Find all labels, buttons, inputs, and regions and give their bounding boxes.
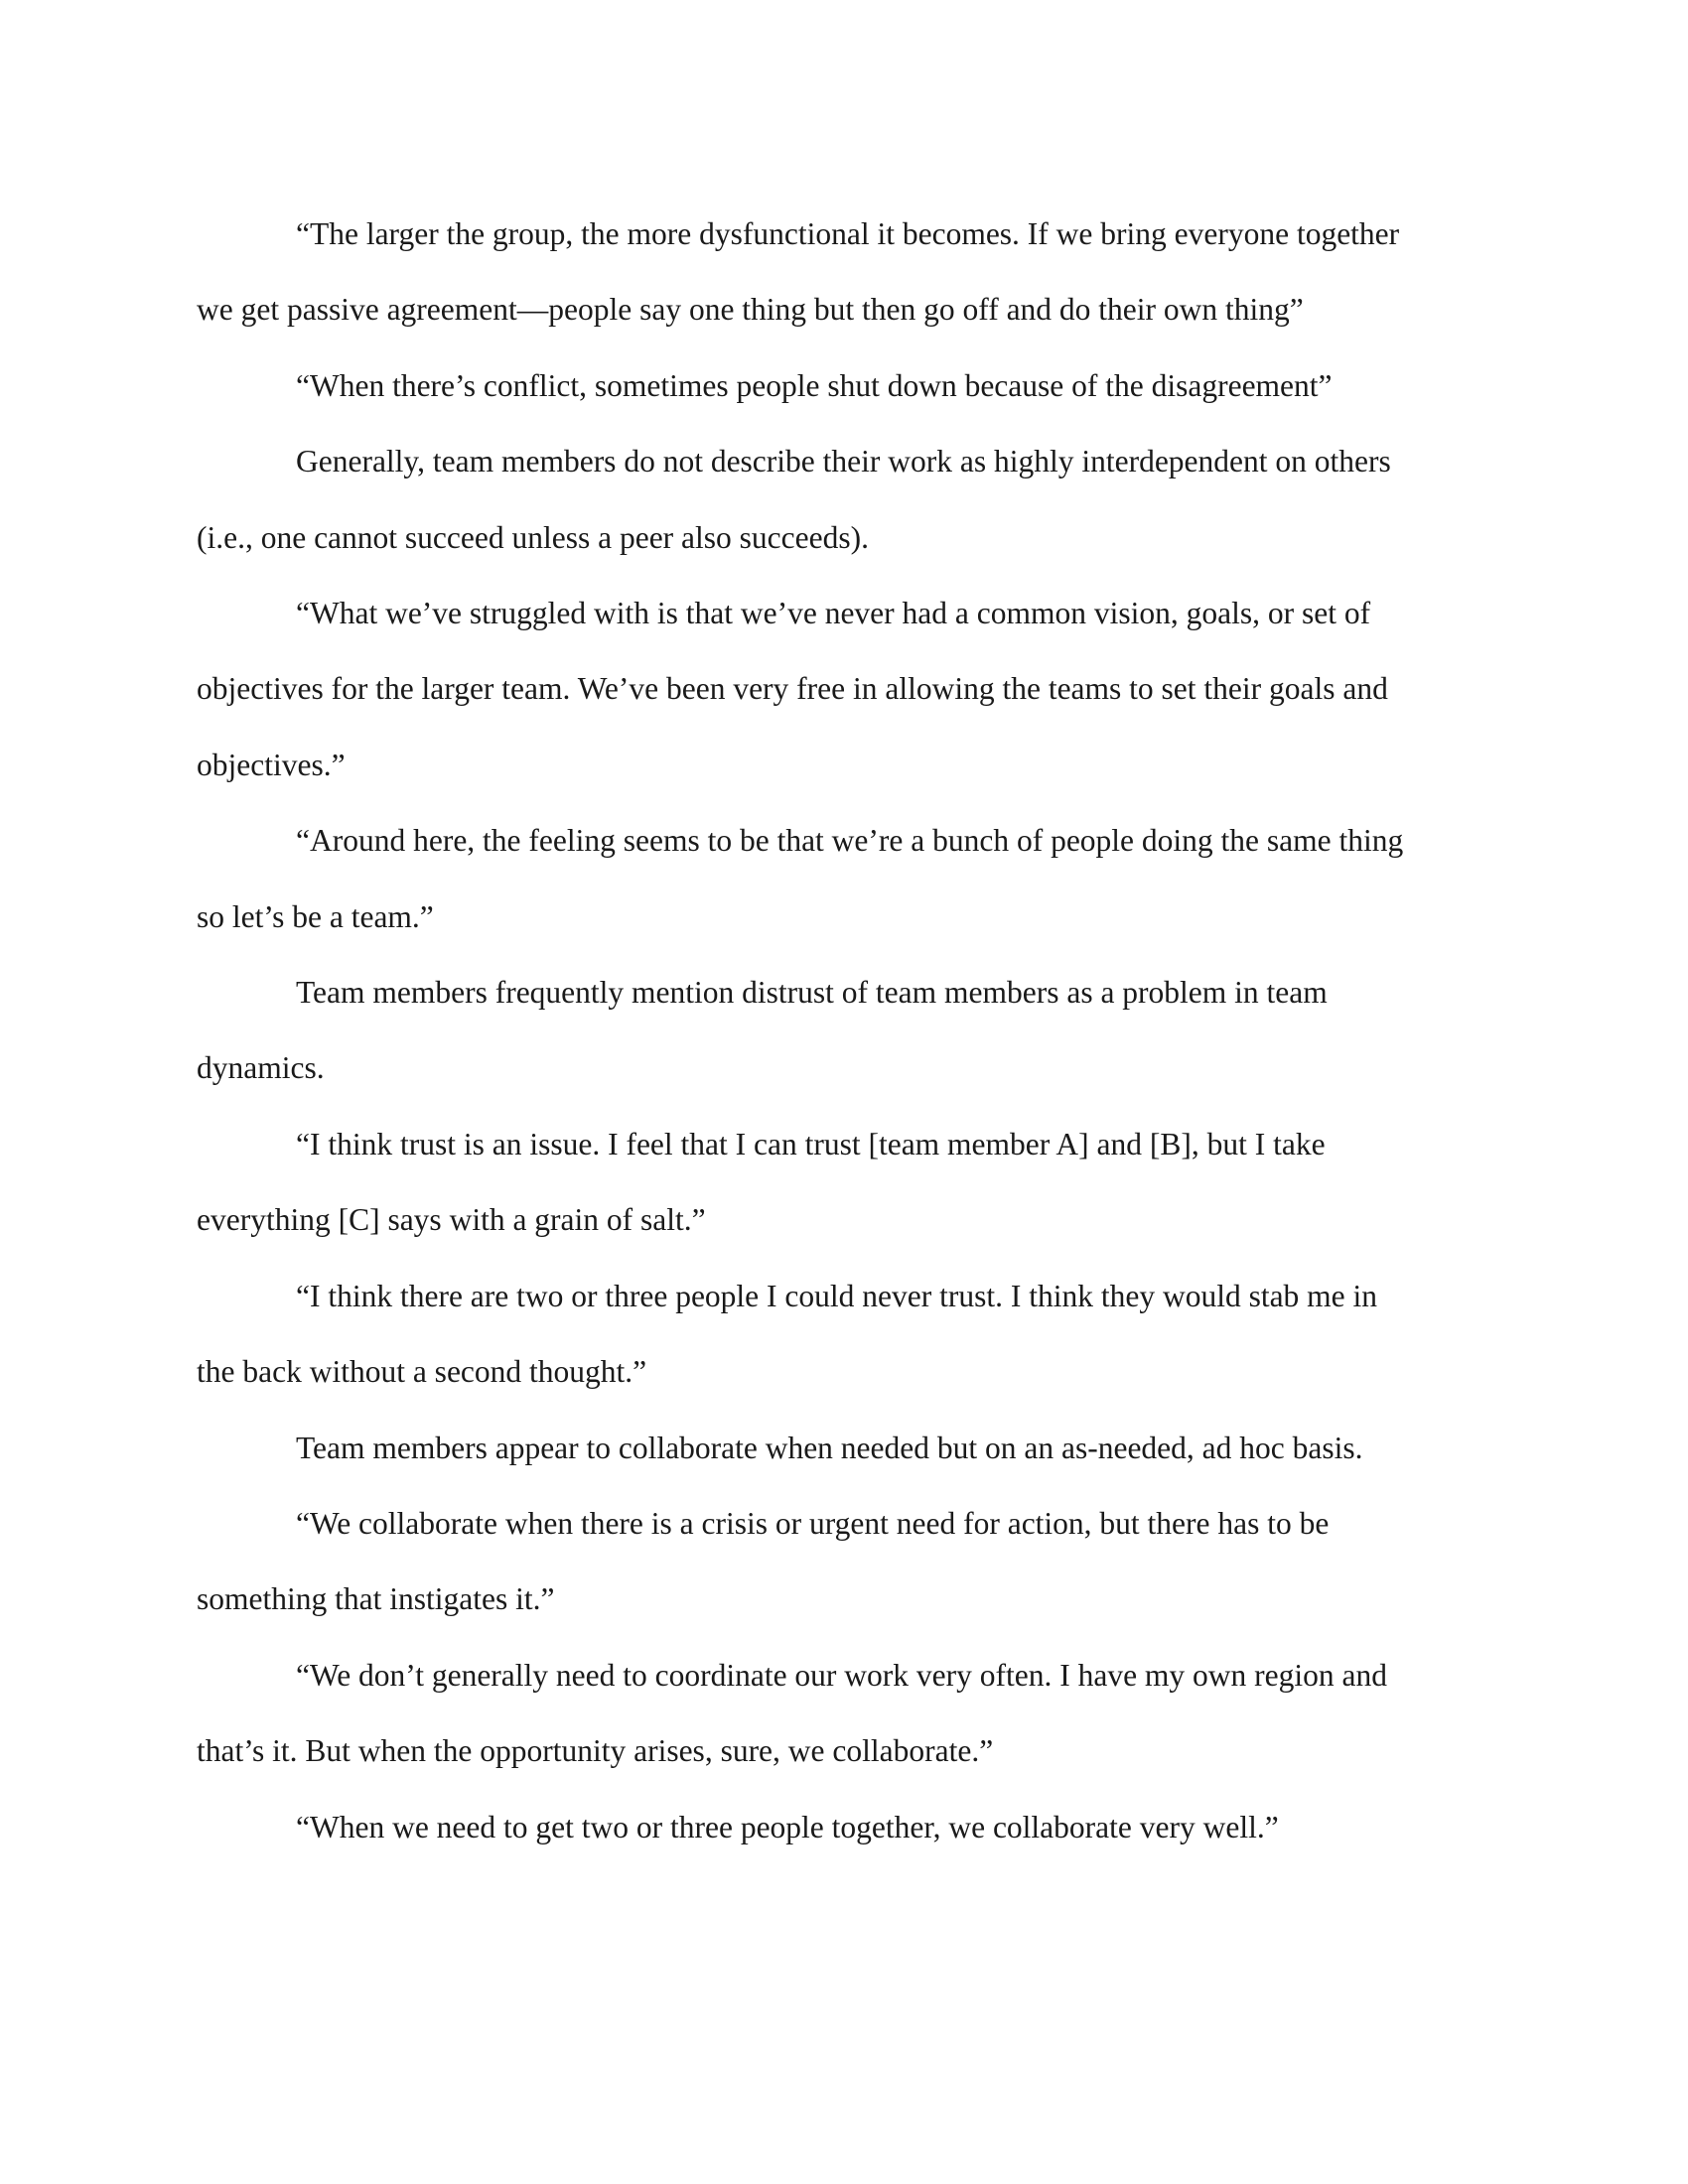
- body-paragraph: [197, 424, 1477, 576]
- text-line: “I think trust is an issue. I feel that I can trust [team member A] and [B], but I take: [296, 1126, 1326, 1161]
- text-line: something that instigates it.”: [197, 1581, 555, 1617]
- quote-paragraph: [197, 576, 1477, 803]
- quote-paragraph: [197, 197, 1477, 348]
- quote-paragraph: [197, 803, 1477, 955]
- text-line: “The larger the group, the more dysfunctional it becomes. If we bring everyone together: [296, 216, 1400, 251]
- quote-paragraph: [197, 1259, 1477, 1411]
- text-line: Team members frequently mention distrust of team members as a problem in team: [296, 975, 1328, 1011]
- text-line: we get passive agreement—people say one thing but then go off and do their own thing”: [197, 292, 1304, 328]
- quote-paragraph: [197, 348, 1477, 424]
- quote-paragraph: [197, 1486, 1477, 1638]
- text-line: “What we’ve struggled with is that we’ve never had a common vision, goals, or set of: [296, 596, 1371, 631]
- text-line: “We collaborate when there is a crisis or urgent need for action, but there has to be: [296, 1505, 1330, 1541]
- text-line: objectives for the larger team. We’ve been very free in allowing the teams to set their goals and: [197, 671, 1388, 707]
- quote-paragraph: [197, 1107, 1477, 1259]
- text-line: Generally, team members do not describe their work as highly interdependent on others: [296, 444, 1391, 479]
- quote-paragraph: [197, 1638, 1477, 1790]
- text-line: Team members appear to collaborate when needed but on an as-needed, ad hoc basis.: [296, 1430, 1363, 1465]
- text-line: so let’s be a team.”: [197, 898, 434, 934]
- text-line: “I think there are two or three people I could never trust. I think they would stab me in: [296, 1278, 1378, 1313]
- quote-paragraph: [197, 1790, 1477, 1865]
- text-line: “We don’t generally need to coordinate our work very often. I have my own region and: [296, 1657, 1388, 1693]
- text-line: that’s it. But when the opportunity arises, sure, we collaborate.”: [197, 1733, 994, 1769]
- text-line: “Around here, the feeling seems to be that we’re a bunch of people doing the same thing: [296, 823, 1404, 859]
- body-paragraph: [197, 1411, 1477, 1486]
- body-paragraph: [197, 955, 1477, 1107]
- text-line: (i.e., one cannot succeed unless a peer also succeeds).: [197, 519, 869, 555]
- document-body: [197, 197, 1477, 1865]
- text-line: dynamics.: [197, 1050, 325, 1086]
- text-line: objectives.”: [197, 747, 346, 782]
- text-line: “When we need to get two or three people together, we collaborate very well.”: [296, 1809, 1279, 1844]
- text-line: “When there’s conflict, sometimes people shut down because of the disagreement”: [296, 367, 1333, 403]
- text-line: everything [C] says with a grain of salt.”: [197, 1202, 706, 1238]
- text-line: the back without a second thought.”: [197, 1354, 647, 1390]
